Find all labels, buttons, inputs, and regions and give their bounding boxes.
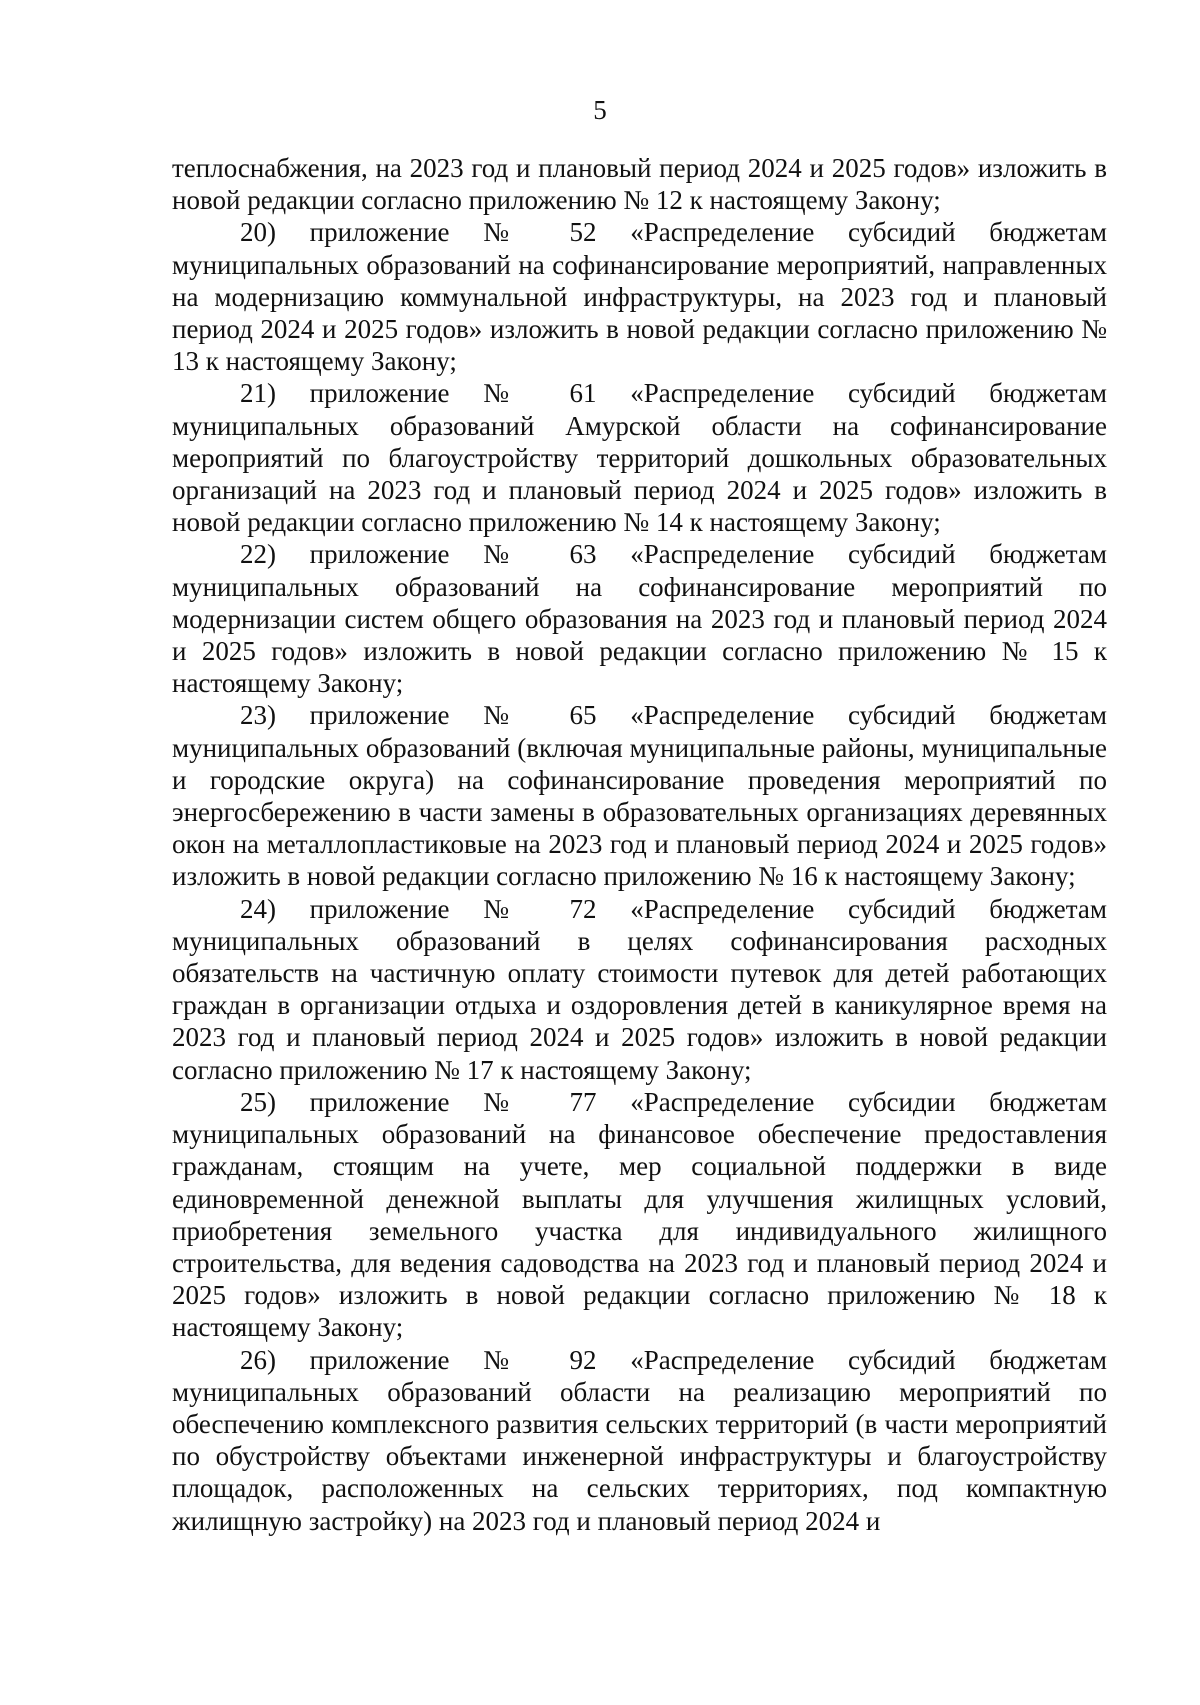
paragraph-item-23: 23) приложение № 65 «Распределение субсидий бюджетам муниципальных образований (включая муниципальные районы, муниципальные и городские округа) на софинансирование проведения мероприятий по энергосбережению в части замены в образовательных организациях деревянных окон на металлопластиковые на 2023 год и плановый период 2024 и 2025 годов» изложить в новой редакции согласно приложению № 16 к настоящему Закону;: [172, 700, 1107, 892]
paragraph-item-20: 20) приложение № 52 «Распределение субсидий бюджетам муниципальных образований на софинансирование мероприятий, направленных на модернизацию коммунальной инфраструктуры, на 2023 год и плановый период 2024 и 2025 годов» изложить в новой редакции согласно приложению № 13 к настоящему Закону;: [172, 217, 1107, 377]
document-body: [172, 152, 1107, 1537]
paragraph-item-24: 24) приложение № 72 «Распределение субсидий бюджетам муниципальных образований в целях софинансирования расходных обязательств на частичную оплату стоимости путевок для детей работающих граждан в организации отдыха и оздоровления детей в каникулярное время на 2023 год и плановый период 2024 и 2025 годов» изложить в новой редакции согласно приложению № 17 к настоящему Закону;: [172, 893, 1107, 1085]
paragraph-item-21: 21) приложение № 61 «Распределение субсидий бюджетам муниципальных образований Амурской области на софинансирование мероприятий по благоустройству территорий дошкольных образовательных организаций на 2023 год и плановый период 2024 и 2025 годов» изложить в новой редакции согласно приложению № 14 к настоящему Закону;: [172, 378, 1107, 538]
page-number: 5: [593, 95, 607, 125]
paragraph-item-22: 22) приложение № 63 «Распределение субсидий бюджетам муниципальных образований на софинансирование мероприятий по модернизации систем общего образования на 2023 год и плановый период 2024 и 2025 годов» изложить в новой редакции согласно приложению № 15 к настоящему Закону;: [172, 539, 1107, 699]
paragraph-item-25: 25) приложение № 77 «Распределение субсидии бюджетам муниципальных образований на финансовое обеспечение предоставления гражданам, стоящим на учете, мер социальной поддержки в виде единовременной денежной выплаты для улучшения жилищных условий, приобретения земельного участка для индивидуального жилищного строительства, для ведения садоводства на 2023 год и плановый период 2024 и 2025 годов» изложить в новой редакции согласно приложению № 18 к настоящему Закону;: [172, 1086, 1107, 1343]
paragraph-continuation: теплоснабжения, на 2023 год и плановый период 2024 и 2025 годов» изложить в новой редакции согласно приложению № 12 к настоящему Закону;: [172, 153, 1107, 216]
paragraph-item-26: 26) приложение № 92 «Распределение субсидий бюджетам муниципальных образований области на реализацию мероприятий по обеспечению комплексного развития сельских территорий (в части мероприятий по обустройству объектами инженерной инфраструктуры и благоустройству площадок, расположенных на сельских территориях, под компактную жилищную застройку) на 2023 год и плановый период 2024 и: [172, 1344, 1107, 1536]
